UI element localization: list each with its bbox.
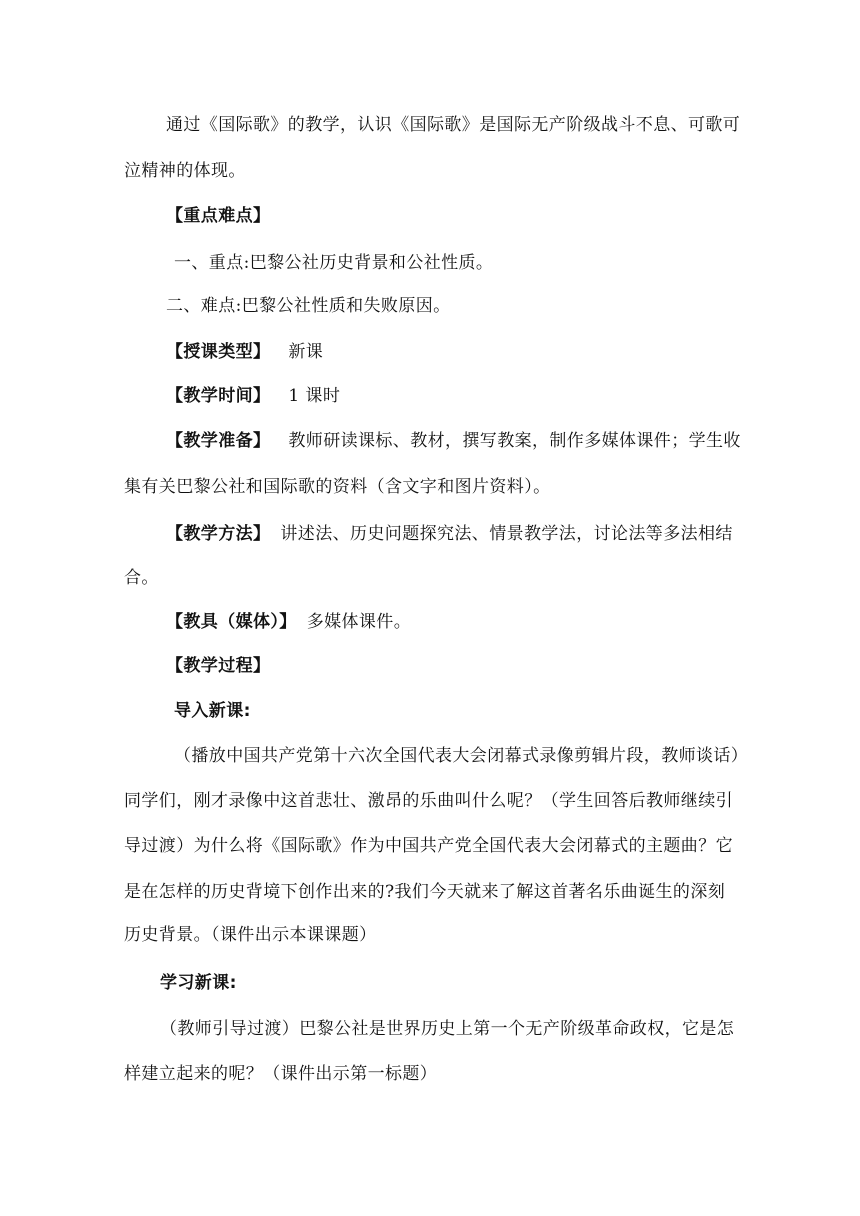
teaching-method-line-1: 讲述法、历史问题探究法、情景教学法，讨论法等多法相结 xyxy=(280,524,733,544)
lead-in-line-2: 同学们，刚才录像中这首悲壮、激昂的乐曲叫什么呢？（学生回答后教师继续引 xyxy=(124,791,733,811)
intro-new-lesson-heading: 导入新课: xyxy=(174,701,251,721)
lead-in-line-1: （播放中国共产党第十六次全国代表大会闭幕式录像剪辑片段，教师谈话） xyxy=(174,746,749,766)
teaching-method-line-2: 合。 xyxy=(124,568,159,588)
learn-new-lesson-heading: 学习新课: xyxy=(160,973,237,993)
teaching-prep-line-2: 集有关巴黎公社和国际歌的资料（含文字和图片资料）。 xyxy=(124,477,551,497)
teaching-prep-row xyxy=(166,420,778,463)
learn-line-1: （教师引导过渡）巴黎公社是世界历史上第一个无产阶级革命政权，它是怎 xyxy=(160,1019,735,1039)
intro-line-1: 通过《国际歌》的教学，认识《国际歌》是国际无产阶级战斗不息、可歌可 xyxy=(166,115,741,135)
intro-line-2: 泣精神的体现。 xyxy=(124,161,246,181)
teaching-method-row xyxy=(166,513,778,556)
teaching-time-row xyxy=(166,375,778,418)
learn-line-2: 样建立起来的呢？（课件出示第一标题） xyxy=(124,1064,438,1084)
teaching-prep-line-1: 教师研读课标、教材，撰写教案，制作多媒体课件；学生收 xyxy=(288,431,741,451)
lesson-type-row xyxy=(166,331,778,374)
teaching-method-label: 【教学方法】 xyxy=(166,524,271,544)
lead-in-line-5: 历史背景。（课件出示本课课题） xyxy=(124,925,377,945)
teaching-process-heading: 【教学过程】 xyxy=(166,656,271,676)
teaching-time-value: 1 课时 xyxy=(288,386,341,406)
lead-in-line-4: 是在怎样的历史背境下创作出来的?我们今天就来了解这首著名乐曲诞生的深刻 xyxy=(124,882,726,902)
teaching-time-label: 【教学时间】 xyxy=(166,386,271,406)
key-difficulty-heading: 【重点难点】 xyxy=(166,206,271,226)
teaching-prep-label: 【教学准备】 xyxy=(166,431,271,451)
lesson-type-value: 新课 xyxy=(288,342,324,362)
lead-in-line-3: 导过渡）为什么将《国际歌》作为中国共产党全国代表大会闭幕式的主题曲？它 xyxy=(124,836,733,856)
teaching-media-value: 多媒体课件。 xyxy=(306,612,412,632)
teaching-media-label: 【教具（媒体）】 xyxy=(166,612,297,632)
lesson-type-label: 【授课类型】 xyxy=(166,342,271,362)
difficult-point: 二、难点:巴黎公社性质和失败原因。 xyxy=(166,296,451,316)
teaching-media-row xyxy=(166,601,778,644)
key-point: 一、重点:巴黎公社历史背景和公社性质。 xyxy=(174,253,494,273)
